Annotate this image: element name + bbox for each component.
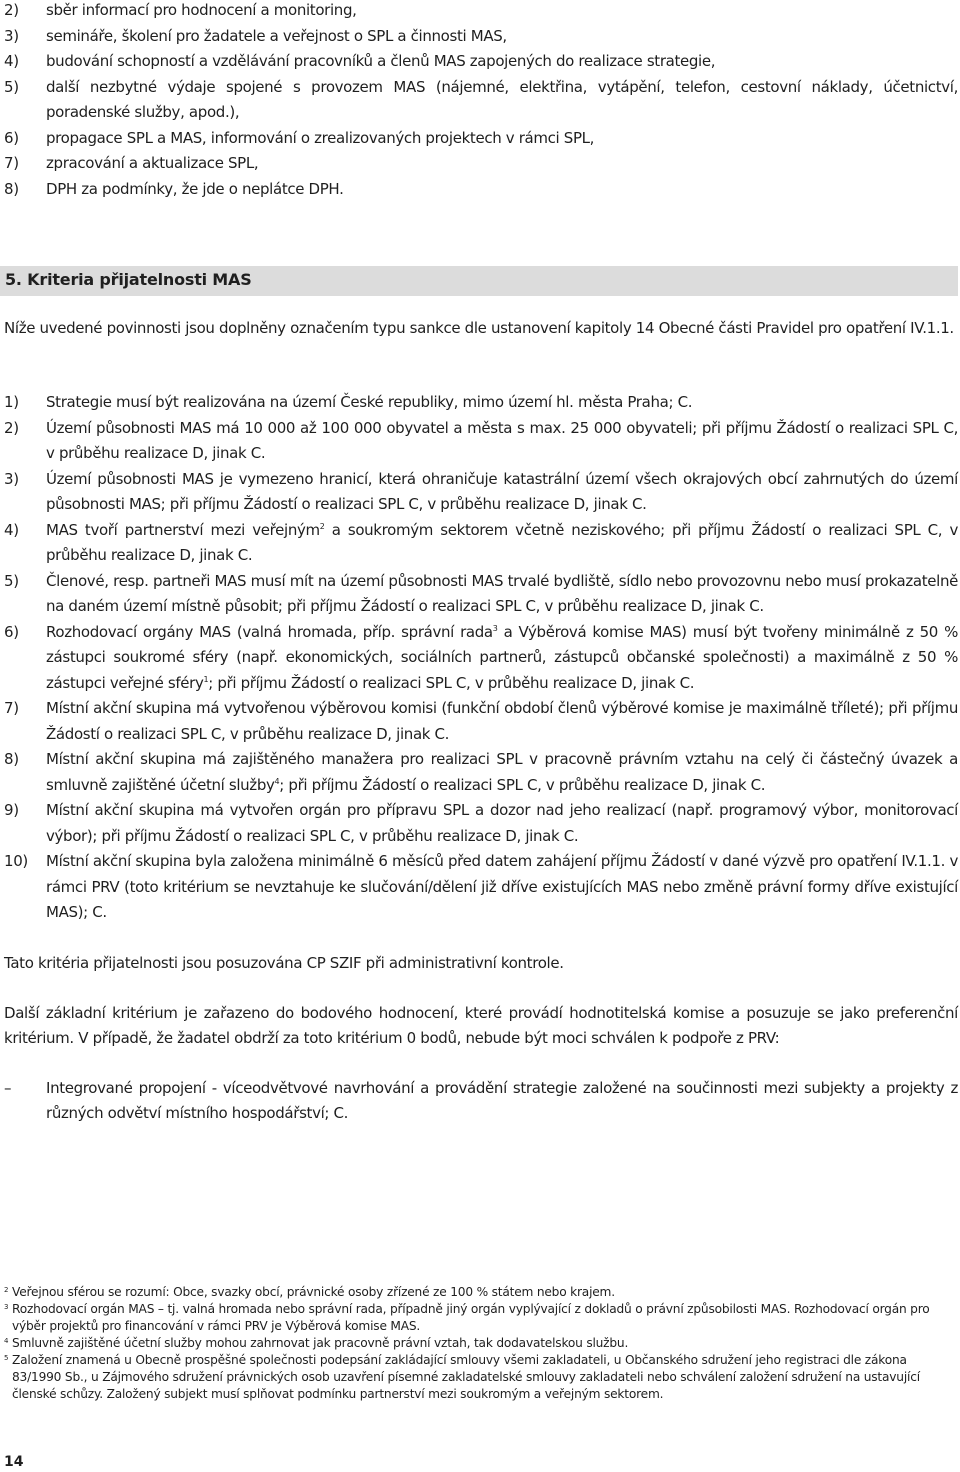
criteria-item: 5) Členové, resp. partneři MAS musí mít na území působnosti MAS trvalé bydliště, sídlo nebo provozovnu nebo musí prokazatelně na daném území místně působit; při příjmu Žádostí o realizaci SPL C, v průběhu realizace D, jinak C. — [4, 571, 958, 615]
criteria-item: 10) Místní akční skupina byla založena minimálně 6 měsíců před datem zahájení příjmu Žádostí v dané výzvě pro opatření IV.1.1. v rámci PRV (toto kritérium se nevztahuje ke slučování/dělení již dříve existujících MAS nebo změně právní formy dříve existující MAS); C. — [4, 852, 958, 921]
preferential-criterion-list — [4, 1076, 958, 1126]
footnote-ref: 2 — [319, 521, 325, 531]
footnotes — [4, 1284, 954, 1403]
footnote: 4 Smluvně zajištěné účetní služby mohou zahrnovat jak pracovně právní vztah, tak dodavatelskou službu. — [4, 1336, 629, 1350]
list-item: 7) zpracování a aktualizace SPL, — [4, 154, 259, 172]
footnote: 2 Veřejnou sférou se rozumí: Obce, svazky obcí, právnické osoby zřízené ze 100 % státem nebo krajem. — [4, 1285, 615, 1299]
criteria-item: 2) Území působnosti MAS má 10 000 až 100 000 obyvatel a města s max. 25 000 obyvateli; při příjmu Žádostí o realizaci SPL C, v průběhu realizace D, jinak C. — [4, 418, 958, 462]
szif-paragraph: Tato kritéria přijatelnosti jsou posuzována CP SZIF při administrativní kontrole. — [4, 954, 564, 972]
list-item: 5) další nezbytné výdaje spojené s provozem MAS (nájemné, elektřina, vytápění, telefon, cestovní náklady, účetnictví, poradenské služby, apod.), — [4, 77, 958, 121]
footnote-ref: 1 — [203, 674, 209, 684]
page-number: 14 — [4, 1454, 24, 1470]
criteria-item: 1) Strategie musí být realizována na území České republiky, mimo území hl. města Praha; C. — [4, 393, 693, 411]
section-intro: Níže uvedené povinnosti jsou doplněny označením typu sankce dle ustanovení kapitoly 14 Obecné části Pravidel pro opatření IV.1.1. — [4, 319, 954, 337]
criteria-list — [4, 390, 958, 926]
list-item: 3) semináře, školení pro žadatele a veřejnost o SPL a činnosti MAS, — [4, 26, 507, 45]
criteria-item: 8) Místní akční skupina má zajištěného manažera pro realizaci SPL v pracovně právním vztahu na celý či částečný úvazek a smluvně zajištěné účetní služby$^4$; při příjmu Žádostí o realizaci SPL C, v průběhu realizace D, jinak C. — [4, 750, 958, 794]
list-item: 2) sběr informací pro hodnocení a monitoring, — [4, 1, 357, 19]
footnote: 5 Založení znamená u Obecně prospěšné společnosti podepsání zakládající smlouvy všemi zakladateli, u Občanského sdružení jeho registraci dle zákona 83/1990 Sb., u Zájmového sdružení právnických osob uzavření písemné zakladatelské smlouvy zakladateli nebo schválení založení sdružení na ustavující členské schůzy. Založený subjekt musí splňovat podmínku partnerství mezi soukromým a veřejným sektorem. — [4, 1353, 920, 1401]
criteria-item: 7) Místní akční skupina má vytvořenou výběrovou komisi (funkční období členů výběrové komise je maximálně tříleté); při příjmu Žádostí o realizaci SPL C, v průběhu realizace D, jinak C. — [4, 699, 958, 743]
criteria-item: 6) Rozhodovací orgány MAS (valná hromada, příp. správní rada$^3$ a Výběrová komise MAS) musí být tvořeny minimálně z 50 % zástupci soukromé sféry (např. ekonomických, sociálních partnerů, zástupců občanské společnosti) a maximálně z 50 % zástupci veřejné sféry$^1$; při příjmu Žádostí o realizaci SPL C, v průběhu realizace D, jinak C. — [4, 622, 958, 692]
footnote: 3 Rozhodovací orgán MAS – tj. valná hromada nebo správní rada, případně jiný orgán vyplývající z dokladů o právní způsobilosti MAS. Rozhodovací orgán pro výběr projektů pro financování v rámci PRV je Výběrová komise MAS. — [4, 1302, 930, 1333]
criteria-item: 3) Území působnosti MAS je vymezeno hranicí, která ohraničuje katastrální území všech okrajových obcí zahrnutých do území působnosti MAS; při příjmu Žádostí o realizaci SPL C, v průběhu realizace D, jinak C. — [4, 469, 958, 513]
scoring-paragraph: Další základní kritérium je zařazeno do bodového hodnocení, které provádí hodnotitelská komise a posuzuje se jako preferenční kritérium. V případě, že žadatel obdrží za toto kritérium 0 bodů, nebude být moci schválen k podpoře z PRV: — [4, 1004, 958, 1047]
criteria-item: 4) MAS tvoří partnerství mezi veřejným$^2$ a soukromým sektorem včetně neziskového; při příjmu Žádostí o realizaci SPL C, v průběhu realizace D, jinak C. — [4, 520, 958, 564]
list-item: 4) budování schopností a vzdělávání pracovníků a členů MAS zapojených do realizace strategie, — [4, 52, 716, 70]
section-heading-bar — [0, 266, 958, 296]
list-item: 6) propagace SPL a MAS, informování o zrealizovaných projektech v rámci SPL, — [4, 128, 595, 147]
expense-list — [4, 0, 958, 202]
criteria-item: 9) Místní akční skupina má vytvořen orgán pro přípravu SPL a dozor nad jeho realizací (např. programový výbor, monitorovací výbor); při příjmu Žádostí o realizaci SPL C, v průběhu realizace D, jinak C. — [4, 801, 958, 845]
list-item: – Integrované propojení - víceodvětvové navrhování a provádění strategie založené na součinnosti mezi subjekty a projekty z různých odvětví místního hospodářství; C. — [4, 1079, 958, 1122]
footnote-ref: 4 — [274, 776, 280, 786]
footnote-ref: 3 — [492, 623, 498, 633]
section-heading: 5. Kriteria přijatelnosti MAS — [5, 270, 252, 289]
list-item: 8) DPH za podmínky, že jde o neplátce DPH. — [4, 179, 344, 198]
